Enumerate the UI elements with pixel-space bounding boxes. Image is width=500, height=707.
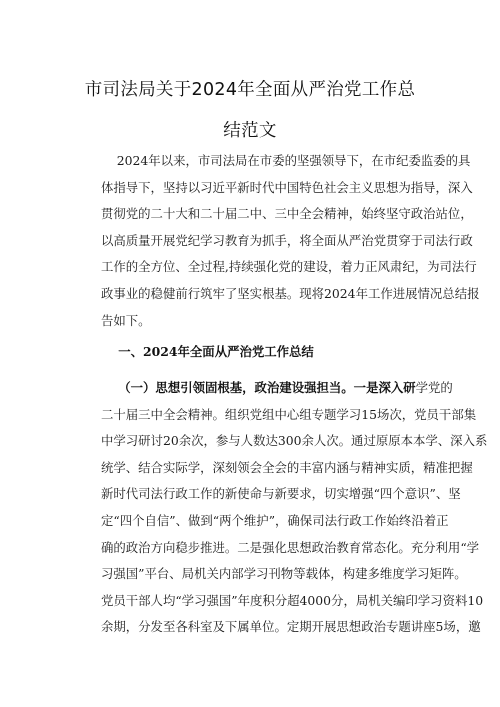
intro-paragraph: [101, 148, 480, 334]
intro-line: 政事业的稳健前行筑牢了坚实根基。现将2024年工作进展情况总结报: [101, 285, 480, 301]
intro-line: 工作的全方位、全过程,持续强化党的建设，着力正风肃纪，为司法行: [101, 259, 477, 275]
paragraph-line: 习强国”平台、局机关内部学习刊物等载体，构建多维度学习矩阵。: [101, 566, 467, 582]
paragraph-line: 定“四个自信”、做到“两个维护”，确保司法行政工作始终沿着正: [101, 512, 449, 528]
subheading-rest: 学党的: [415, 380, 453, 395]
paragraph-first-line: [101, 375, 453, 402]
paragraph-line: 新时代司法行政工作的新使命与新要求，切实增强“四个意识”、坚: [101, 486, 461, 502]
intro-line: 以高质量开展党纪学习教育为抓手，将全面从严治党贯穿于司法行政: [101, 232, 473, 248]
subheading-bold: （一）思想引领固根基，政治建设强担当。一是深入研: [101, 380, 416, 395]
intro-line: 告如下。: [101, 312, 151, 328]
document-title-line-1: 市司法局关于2024年全面从严治党工作总: [84, 80, 416, 100]
paragraph-line: 中学习研讨20余次，参与人数达300余人次。通过原原本本学、深入系: [101, 433, 488, 449]
paragraph-line: 确的政治方向稳步推进。二是强化思想政治教育常态化。充分利用“学: [101, 539, 480, 555]
paragraph-line: 统学、结合实际学，深刻领会全会的丰富内涵与精神实质，精准把握: [101, 459, 473, 475]
paragraph-line: 余期，分发至各科室及下属单位。定期开展思想政治专题讲座5场，邀: [101, 619, 481, 635]
paragraph-line: 党员干部人均“学习强国”年度积分超4000分，局机关编印学习资料10: [101, 592, 484, 608]
intro-line: 2024年以来，市司法局在市委的坚强领导下，在市纪委监委的具: [101, 153, 471, 168]
section-paragraph: [101, 375, 488, 641]
document-title-line-2: 结范文: [223, 121, 277, 141]
paragraph-line: 二十届三中全会精神。组织党组中心组专题学习15场次，党员干部集: [101, 406, 477, 422]
intro-line: 贯彻党的二十大和二十届二中、三中全会精神，始终坚守政治站位，: [101, 206, 473, 222]
section-heading: 一、2024年全面从严治党工作总结: [101, 344, 314, 359]
intro-line: 体指导下，坚持以习近平新时代中国特色社会主义思想为指导，深入: [101, 179, 473, 195]
